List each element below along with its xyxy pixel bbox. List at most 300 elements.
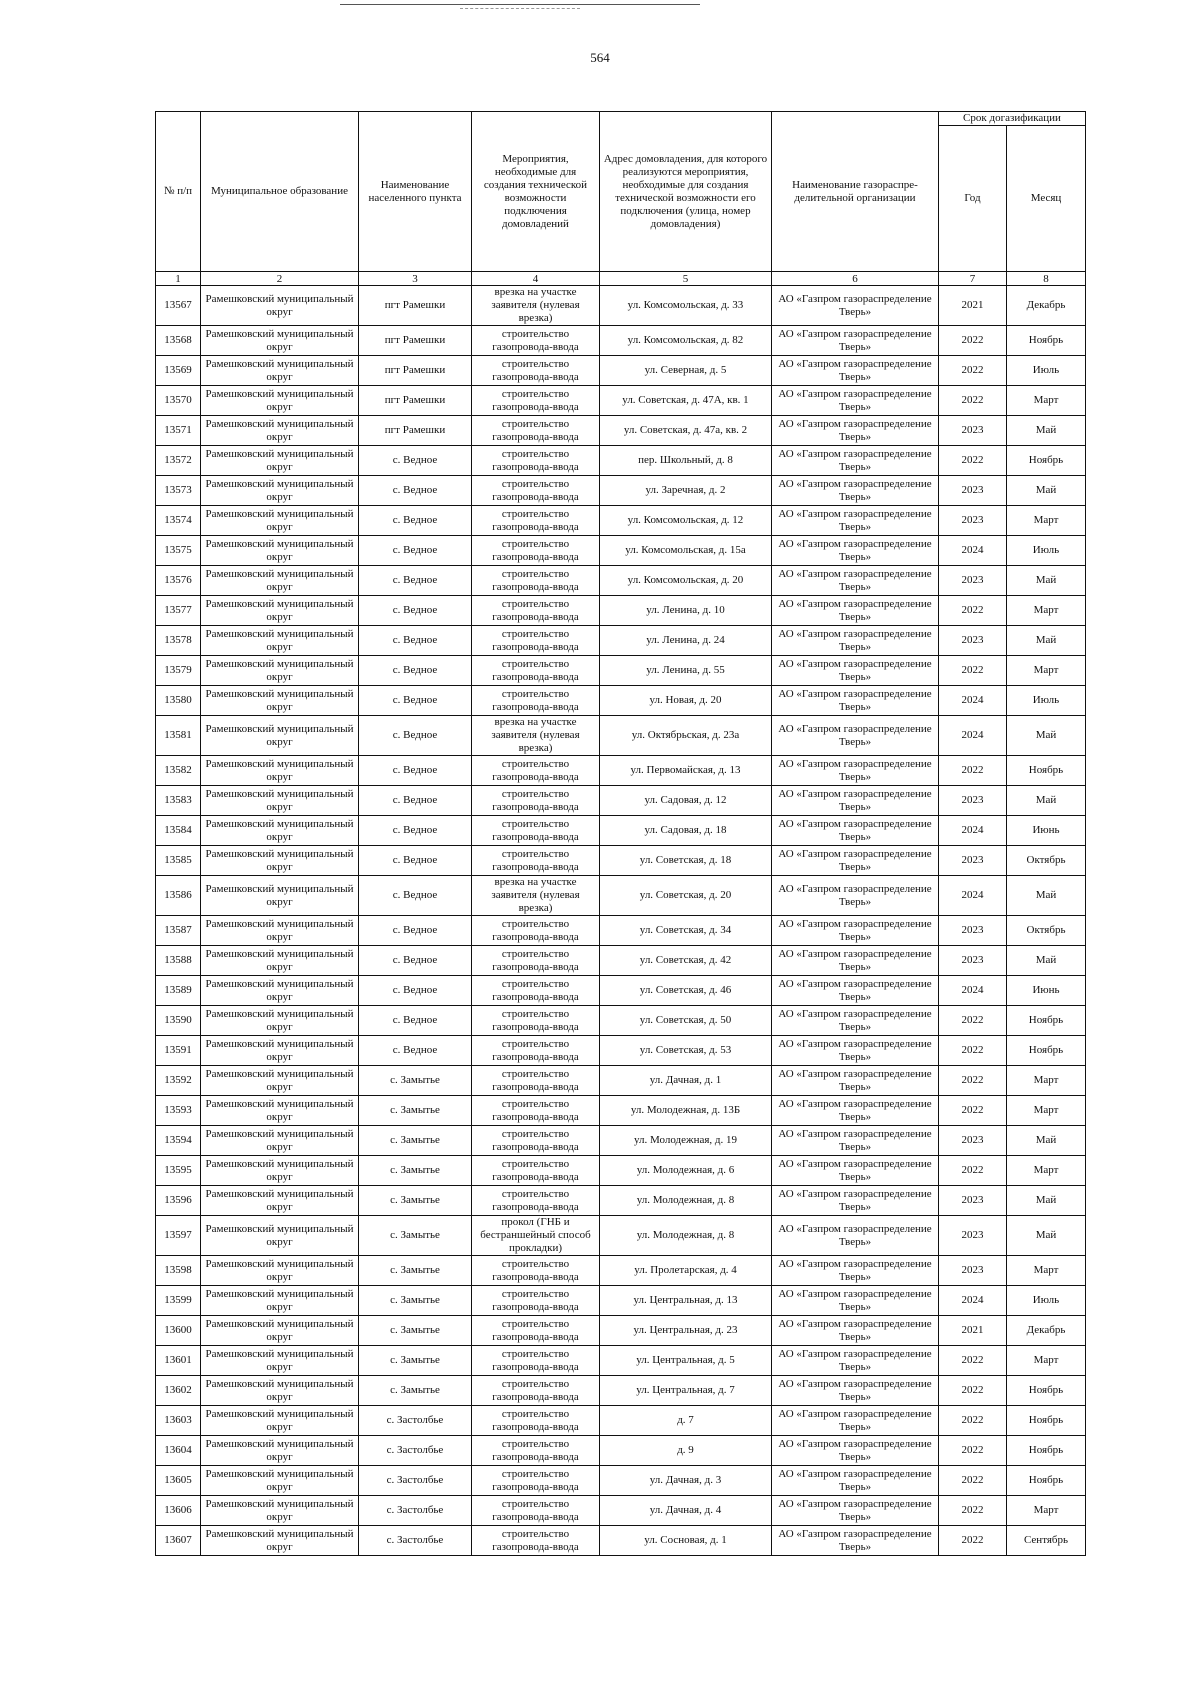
table-row [156, 1126, 1086, 1156]
year-cell: 2024 [939, 976, 1007, 1006]
month-cell: Ноябрь [1007, 1466, 1086, 1496]
table-row [156, 846, 1086, 876]
settlement-cell: с. Замытье [359, 1316, 472, 1346]
row-number: 13574 [156, 506, 201, 536]
table-row [156, 1096, 1086, 1126]
month-cell: Март [1007, 1096, 1086, 1126]
month-cell: Июль [1007, 356, 1086, 386]
settlement-cell: с. Ведное [359, 536, 472, 566]
settlement-cell: с. Ведное [359, 596, 472, 626]
month-cell: Май [1007, 1186, 1086, 1216]
address-cell: ул. Молодежная, д. 8 [600, 1216, 772, 1256]
organization-cell: АО «Газпром газораспределение Тверь» [772, 1316, 939, 1346]
address-cell: ул. Садовая, д. 12 [600, 786, 772, 816]
measure-cell: строительство газопровода-ввода [472, 1126, 600, 1156]
row-number: 13596 [156, 1186, 201, 1216]
col-header-month: Месяц [1007, 126, 1086, 272]
organization-cell: АО «Газпром газораспределение Тверь» [772, 1496, 939, 1526]
table-row [156, 1286, 1086, 1316]
month-cell: Ноябрь [1007, 1376, 1086, 1406]
month-cell: Март [1007, 1156, 1086, 1186]
row-number: 13577 [156, 596, 201, 626]
address-cell: ул. Молодежная, д. 6 [600, 1156, 772, 1186]
col-header-year: Год [939, 126, 1007, 272]
settlement-cell: с. Ведное [359, 846, 472, 876]
measure-cell: строительство газопровода-ввода [472, 326, 600, 356]
table-row [156, 386, 1086, 416]
measure-cell: строительство газопровода-ввода [472, 1066, 600, 1096]
col-number: 2 [201, 272, 359, 286]
row-number: 13584 [156, 816, 201, 846]
settlement-cell: с. Замытье [359, 1376, 472, 1406]
municipality-cell: Рамешковский муниципальный округ [201, 386, 359, 416]
row-number: 13599 [156, 1286, 201, 1316]
address-cell: ул. Сосновая, д. 1 [600, 1526, 772, 1556]
year-cell: 2024 [939, 686, 1007, 716]
header-number-row [156, 272, 1086, 286]
address-cell: ул. Ленина, д. 24 [600, 626, 772, 656]
organization-cell: АО «Газпром газораспределение Тверь» [772, 1526, 939, 1556]
organization-cell: АО «Газпром газораспределение Тверь» [772, 1036, 939, 1066]
measure-cell: строительство газопровода-ввода [472, 1496, 600, 1526]
row-number: 13593 [156, 1096, 201, 1126]
organization-cell: АО «Газпром газораспределение Тверь» [772, 916, 939, 946]
table-row [156, 416, 1086, 446]
year-cell: 2022 [939, 1156, 1007, 1186]
table-row [156, 946, 1086, 976]
settlement-cell: с. Ведное [359, 786, 472, 816]
municipality-cell: Рамешковский муниципальный округ [201, 476, 359, 506]
table-row [156, 1496, 1086, 1526]
settlement-cell: пгт Рамешки [359, 286, 472, 326]
settlement-cell: с. Застолбье [359, 1526, 472, 1556]
organization-cell: АО «Газпром газораспределение Тверь» [772, 566, 939, 596]
table-row [156, 916, 1086, 946]
municipality-cell: Рамешковский муниципальный округ [201, 446, 359, 476]
address-cell: ул. Центральная, д. 7 [600, 1376, 772, 1406]
measure-cell: строительство газопровода-ввода [472, 656, 600, 686]
measure-cell: строительство газопровода-ввода [472, 1006, 600, 1036]
month-cell: Сентябрь [1007, 1526, 1086, 1556]
municipality-cell: Рамешковский муниципальный округ [201, 1376, 359, 1406]
organization-cell: АО «Газпром газораспределение Тверь» [772, 876, 939, 916]
month-cell: Май [1007, 626, 1086, 656]
measure-cell: врезка на участке заявителя (нулевая врезка) [472, 716, 600, 756]
municipality-cell: Рамешковский муниципальный округ [201, 416, 359, 446]
month-cell: Май [1007, 476, 1086, 506]
address-cell: ул. Советская, д. 50 [600, 1006, 772, 1036]
table-body [156, 286, 1086, 1556]
table-row [156, 1006, 1086, 1036]
municipality-cell: Рамешковский муниципальный округ [201, 1096, 359, 1126]
settlement-cell: с. Замытье [359, 1096, 472, 1126]
organization-cell: АО «Газпром газораспределение Тверь» [772, 1096, 939, 1126]
table-row [156, 326, 1086, 356]
col-header-measures: Мероприятия, необходимые для создания технической возможности подключения домовладений [472, 112, 600, 272]
row-number: 13594 [156, 1126, 201, 1156]
row-number: 13579 [156, 656, 201, 686]
municipality-cell: Рамешковский муниципальный округ [201, 1126, 359, 1156]
organization-cell: АО «Газпром газораспределение Тверь» [772, 356, 939, 386]
measure-cell: строительство газопровода-ввода [472, 1526, 600, 1556]
organization-cell: АО «Газпром газораспределение Тверь» [772, 506, 939, 536]
table-row [156, 786, 1086, 816]
row-number: 13578 [156, 626, 201, 656]
municipality-cell: Рамешковский муниципальный округ [201, 536, 359, 566]
month-cell: Ноябрь [1007, 446, 1086, 476]
municipality-cell: Рамешковский муниципальный округ [201, 876, 359, 916]
month-cell: Март [1007, 656, 1086, 686]
municipality-cell: Рамешковский муниципальный округ [201, 626, 359, 656]
month-cell: Март [1007, 1256, 1086, 1286]
month-cell: Март [1007, 386, 1086, 416]
col-number: 1 [156, 272, 201, 286]
year-cell: 2022 [939, 756, 1007, 786]
measure-cell: строительство газопровода-ввода [472, 1346, 600, 1376]
measure-cell: строительство газопровода-ввода [472, 1036, 600, 1066]
col-number: 5 [600, 272, 772, 286]
col-header-address: Адрес домовладения, для которого реализуются мероприятия, необходимые для создания технической возможности его подключения (улица, номер домовладения) [600, 112, 772, 272]
row-number: 13597 [156, 1216, 201, 1256]
month-cell: Март [1007, 1346, 1086, 1376]
municipality-cell: Рамешковский муниципальный округ [201, 976, 359, 1006]
year-cell: 2022 [939, 356, 1007, 386]
address-cell: ул. Северная, д. 5 [600, 356, 772, 386]
top-border-dash [460, 8, 580, 9]
organization-cell: АО «Газпром газораспределение Тверь» [772, 686, 939, 716]
address-cell: ул. Дачная, д. 1 [600, 1066, 772, 1096]
measure-cell: строительство газопровода-ввода [472, 446, 600, 476]
measure-cell: строительство газопровода-ввода [472, 686, 600, 716]
year-cell: 2024 [939, 536, 1007, 566]
settlement-cell: с. Замытье [359, 1156, 472, 1186]
year-cell: 2022 [939, 1376, 1007, 1406]
month-cell: Май [1007, 1126, 1086, 1156]
settlement-cell: с. Ведное [359, 626, 472, 656]
month-cell: Июнь [1007, 816, 1086, 846]
month-cell: Март [1007, 1496, 1086, 1526]
table-row [156, 1436, 1086, 1466]
row-number: 13567 [156, 286, 201, 326]
settlement-cell: с. Ведное [359, 446, 472, 476]
measure-cell: строительство газопровода-ввода [472, 476, 600, 506]
settlement-cell: с. Ведное [359, 476, 472, 506]
row-number: 13607 [156, 1526, 201, 1556]
settlement-cell: с. Замытье [359, 1346, 472, 1376]
organization-cell: АО «Газпром газораспределение Тверь» [772, 386, 939, 416]
col-header-municipality: Муниципальное образование [201, 112, 359, 272]
settlement-cell: с. Ведное [359, 716, 472, 756]
address-cell: ул. Дачная, д. 3 [600, 1466, 772, 1496]
municipality-cell: Рамешковский муниципальный округ [201, 1436, 359, 1466]
organization-cell: АО «Газпром газораспределение Тверь» [772, 596, 939, 626]
measure-cell: врезка на участке заявителя (нулевая врезка) [472, 286, 600, 326]
row-number: 13586 [156, 876, 201, 916]
municipality-cell: Рамешковский муниципальный округ [201, 566, 359, 596]
col-header-settlement: Наименование населенного пункта [359, 112, 472, 272]
table-row [156, 1036, 1086, 1066]
address-cell: ул. Ленина, д. 10 [600, 596, 772, 626]
address-cell: ул. Центральная, д. 5 [600, 1346, 772, 1376]
address-cell: ул. Комсомольская, д. 82 [600, 326, 772, 356]
table-row [156, 876, 1086, 916]
table-row [156, 536, 1086, 566]
row-number: 13587 [156, 916, 201, 946]
table-row [156, 1466, 1086, 1496]
table-row [156, 446, 1086, 476]
municipality-cell: Рамешковский муниципальный округ [201, 656, 359, 686]
measure-cell: строительство газопровода-ввода [472, 1256, 600, 1286]
settlement-cell: с. Ведное [359, 1036, 472, 1066]
municipality-cell: Рамешковский муниципальный округ [201, 1316, 359, 1346]
municipality-cell: Рамешковский муниципальный округ [201, 1526, 359, 1556]
row-number: 13568 [156, 326, 201, 356]
col-number: 7 [939, 272, 1007, 286]
table-row [156, 356, 1086, 386]
address-cell: ул. Садовая, д. 18 [600, 816, 772, 846]
year-cell: 2023 [939, 416, 1007, 446]
measure-cell: строительство газопровода-ввода [472, 1286, 600, 1316]
settlement-cell: с. Ведное [359, 916, 472, 946]
municipality-cell: Рамешковский муниципальный округ [201, 596, 359, 626]
row-number: 13571 [156, 416, 201, 446]
row-number: 13580 [156, 686, 201, 716]
organization-cell: АО «Газпром газораспределение Тверь» [772, 1466, 939, 1496]
municipality-cell: Рамешковский муниципальный округ [201, 916, 359, 946]
measure-cell: строительство газопровода-ввода [472, 1406, 600, 1436]
measure-cell: строительство газопровода-ввода [472, 1186, 600, 1216]
row-number: 13600 [156, 1316, 201, 1346]
row-number: 13595 [156, 1156, 201, 1186]
settlement-cell: с. Замытье [359, 1186, 472, 1216]
col-header-organization: Наименование газораспре- делительной организации [772, 112, 939, 272]
organization-cell: АО «Газпром газораспределение Тверь» [772, 1126, 939, 1156]
year-cell: 2024 [939, 816, 1007, 846]
address-cell: ул. Молодежная, д. 13Б [600, 1096, 772, 1126]
organization-cell: АО «Газпром газораспределение Тверь» [772, 946, 939, 976]
address-cell: д. 7 [600, 1406, 772, 1436]
table-row [156, 816, 1086, 846]
organization-cell: АО «Газпром газораспределение Тверь» [772, 1156, 939, 1186]
col-number: 8 [1007, 272, 1086, 286]
row-number: 13606 [156, 1496, 201, 1526]
row-number: 13602 [156, 1376, 201, 1406]
month-cell: Май [1007, 416, 1086, 446]
year-cell: 2021 [939, 286, 1007, 326]
measure-cell: прокол (ГНБ и бестраншейный способ прокладки) [472, 1216, 600, 1256]
settlement-cell: с. Ведное [359, 566, 472, 596]
settlement-cell: с. Застолбье [359, 1466, 472, 1496]
settlement-cell: с. Замытье [359, 1286, 472, 1316]
organization-cell: АО «Газпром газораспределение Тверь» [772, 1346, 939, 1376]
month-cell: Ноябрь [1007, 1006, 1086, 1036]
month-cell: Март [1007, 596, 1086, 626]
month-cell: Март [1007, 506, 1086, 536]
year-cell: 2023 [939, 1126, 1007, 1156]
municipality-cell: Рамешковский муниципальный округ [201, 356, 359, 386]
year-cell: 2023 [939, 476, 1007, 506]
month-cell: Июнь [1007, 976, 1086, 1006]
year-cell: 2023 [939, 566, 1007, 596]
measure-cell: строительство газопровода-ввода [472, 946, 600, 976]
organization-cell: АО «Газпром газораспределение Тверь» [772, 816, 939, 846]
month-cell: Декабрь [1007, 286, 1086, 326]
table-row [156, 1526, 1086, 1556]
col-number: 4 [472, 272, 600, 286]
row-number: 13582 [156, 756, 201, 786]
organization-cell: АО «Газпром газораспределение Тверь» [772, 1186, 939, 1216]
organization-cell: АО «Газпром газораспределение Тверь» [772, 1216, 939, 1256]
measure-cell: строительство газопровода-ввода [472, 786, 600, 816]
municipality-cell: Рамешковский муниципальный округ [201, 1156, 359, 1186]
month-cell: Май [1007, 566, 1086, 596]
row-number: 13569 [156, 356, 201, 386]
address-cell: ул. Советская, д. 53 [600, 1036, 772, 1066]
year-cell: 2022 [939, 1496, 1007, 1526]
municipality-cell: Рамешковский муниципальный округ [201, 1066, 359, 1096]
municipality-cell: Рамешковский муниципальный округ [201, 1346, 359, 1376]
organization-cell: АО «Газпром газораспределение Тверь» [772, 716, 939, 756]
measure-cell: строительство газопровода-ввода [472, 386, 600, 416]
table-row [156, 1316, 1086, 1346]
year-cell: 2024 [939, 716, 1007, 756]
settlement-cell: с. Замытье [359, 1216, 472, 1256]
address-cell: ул. Советская, д. 34 [600, 916, 772, 946]
address-cell: ул. Комсомольская, д. 12 [600, 506, 772, 536]
year-cell: 2023 [939, 846, 1007, 876]
municipality-cell: Рамешковский муниципальный округ [201, 1186, 359, 1216]
organization-cell: АО «Газпром газораспределение Тверь» [772, 756, 939, 786]
address-cell: ул. Советская, д. 47А, кв. 1 [600, 386, 772, 416]
settlement-cell: с. Ведное [359, 506, 472, 536]
organization-cell: АО «Газпром газораспределение Тверь» [772, 446, 939, 476]
year-cell: 2022 [939, 1346, 1007, 1376]
municipality-cell: Рамешковский муниципальный округ [201, 946, 359, 976]
settlement-cell: с. Застолбье [359, 1496, 472, 1526]
row-number: 13573 [156, 476, 201, 506]
month-cell: Декабрь [1007, 1316, 1086, 1346]
settlement-cell: с. Замытье [359, 1066, 472, 1096]
row-number: 13575 [156, 536, 201, 566]
address-cell: ул. Советская, д. 46 [600, 976, 772, 1006]
table-row [156, 756, 1086, 786]
row-number: 13588 [156, 946, 201, 976]
month-cell: Ноябрь [1007, 1436, 1086, 1466]
year-cell: 2023 [939, 1186, 1007, 1216]
year-cell: 2022 [939, 1096, 1007, 1126]
settlement-cell: пгт Рамешки [359, 326, 472, 356]
table-row [156, 1406, 1086, 1436]
address-cell: ул. Молодежная, д. 8 [600, 1186, 772, 1216]
municipality-cell: Рамешковский муниципальный округ [201, 1006, 359, 1036]
row-number: 13601 [156, 1346, 201, 1376]
address-cell: д. 9 [600, 1436, 772, 1466]
municipality-cell: Рамешковский муниципальный округ [201, 846, 359, 876]
municipality-cell: Рамешковский муниципальный округ [201, 756, 359, 786]
municipality-cell: Рамешковский муниципальный округ [201, 1406, 359, 1436]
month-cell: Май [1007, 946, 1086, 976]
municipality-cell: Рамешковский муниципальный округ [201, 1256, 359, 1286]
organization-cell: АО «Газпром газораспределение Тверь» [772, 286, 939, 326]
measure-cell: строительство газопровода-ввода [472, 1156, 600, 1186]
settlement-cell: с. Замытье [359, 1126, 472, 1156]
table-row [156, 1376, 1086, 1406]
settlement-cell: пгт Рамешки [359, 416, 472, 446]
table-row [156, 596, 1086, 626]
row-number: 13585 [156, 846, 201, 876]
row-number: 13605 [156, 1466, 201, 1496]
organization-cell: АО «Газпром газораспределение Тверь» [772, 1066, 939, 1096]
month-cell: Ноябрь [1007, 1406, 1086, 1436]
year-cell: 2022 [939, 1466, 1007, 1496]
address-cell: ул. Центральная, д. 13 [600, 1286, 772, 1316]
month-cell: Июль [1007, 686, 1086, 716]
month-cell: Май [1007, 716, 1086, 756]
organization-cell: АО «Газпром газораспределение Тверь» [772, 1436, 939, 1466]
row-number: 13583 [156, 786, 201, 816]
organization-cell: АО «Газпром газораспределение Тверь» [772, 1256, 939, 1286]
organization-cell: АО «Газпром газораспределение Тверь» [772, 976, 939, 1006]
table-row [156, 286, 1086, 326]
month-cell: Март [1007, 1066, 1086, 1096]
year-cell: 2021 [939, 1316, 1007, 1346]
address-cell: пер. Школьный, д. 8 [600, 446, 772, 476]
month-cell: Май [1007, 876, 1086, 916]
month-cell: Октябрь [1007, 846, 1086, 876]
measure-cell: строительство газопровода-ввода [472, 506, 600, 536]
col-number: 3 [359, 272, 472, 286]
measure-cell: строительство газопровода-ввода [472, 1436, 600, 1466]
measure-cell: строительство газопровода-ввода [472, 536, 600, 566]
address-cell: ул. Советская, д. 42 [600, 946, 772, 976]
measure-cell: строительство газопровода-ввода [472, 626, 600, 656]
settlement-cell: с. Застолбье [359, 1406, 472, 1436]
organization-cell: АО «Газпром газораспределение Тверь» [772, 786, 939, 816]
organization-cell: АО «Газпром газораспределение Тверь» [772, 1376, 939, 1406]
settlement-cell: с. Ведное [359, 756, 472, 786]
address-cell: ул. Пролетарская, д. 4 [600, 1256, 772, 1286]
municipality-cell: Рамешковский муниципальный округ [201, 716, 359, 756]
year-cell: 2022 [939, 1436, 1007, 1466]
settlement-cell: с. Ведное [359, 816, 472, 846]
month-cell: Июль [1007, 536, 1086, 566]
year-cell: 2022 [939, 446, 1007, 476]
col-header-num: № п/п [156, 112, 201, 272]
measure-cell: строительство газопровода-ввода [472, 916, 600, 946]
table-row [156, 656, 1086, 686]
municipality-cell: Рамешковский муниципальный округ [201, 1286, 359, 1316]
table-row [156, 686, 1086, 716]
settlement-cell: с. Ведное [359, 876, 472, 916]
municipality-cell: Рамешковский муниципальный округ [201, 1466, 359, 1496]
settlement-cell: с. Ведное [359, 656, 472, 686]
table-row [156, 1256, 1086, 1286]
municipality-cell: Рамешковский муниципальный округ [201, 506, 359, 536]
month-cell: Октябрь [1007, 916, 1086, 946]
row-number: 13603 [156, 1406, 201, 1436]
settlement-cell: пгт Рамешки [359, 356, 472, 386]
municipality-cell: Рамешковский муниципальный округ [201, 286, 359, 326]
measure-cell: строительство газопровода-ввода [472, 566, 600, 596]
address-cell: ул. Дачная, д. 4 [600, 1496, 772, 1526]
address-cell: ул. Заречная, д. 2 [600, 476, 772, 506]
table-row [156, 626, 1086, 656]
measure-cell: строительство газопровода-ввода [472, 816, 600, 846]
row-number: 13598 [156, 1256, 201, 1286]
row-number: 13590 [156, 1006, 201, 1036]
settlement-cell: с. Ведное [359, 1006, 472, 1036]
year-cell: 2024 [939, 876, 1007, 916]
